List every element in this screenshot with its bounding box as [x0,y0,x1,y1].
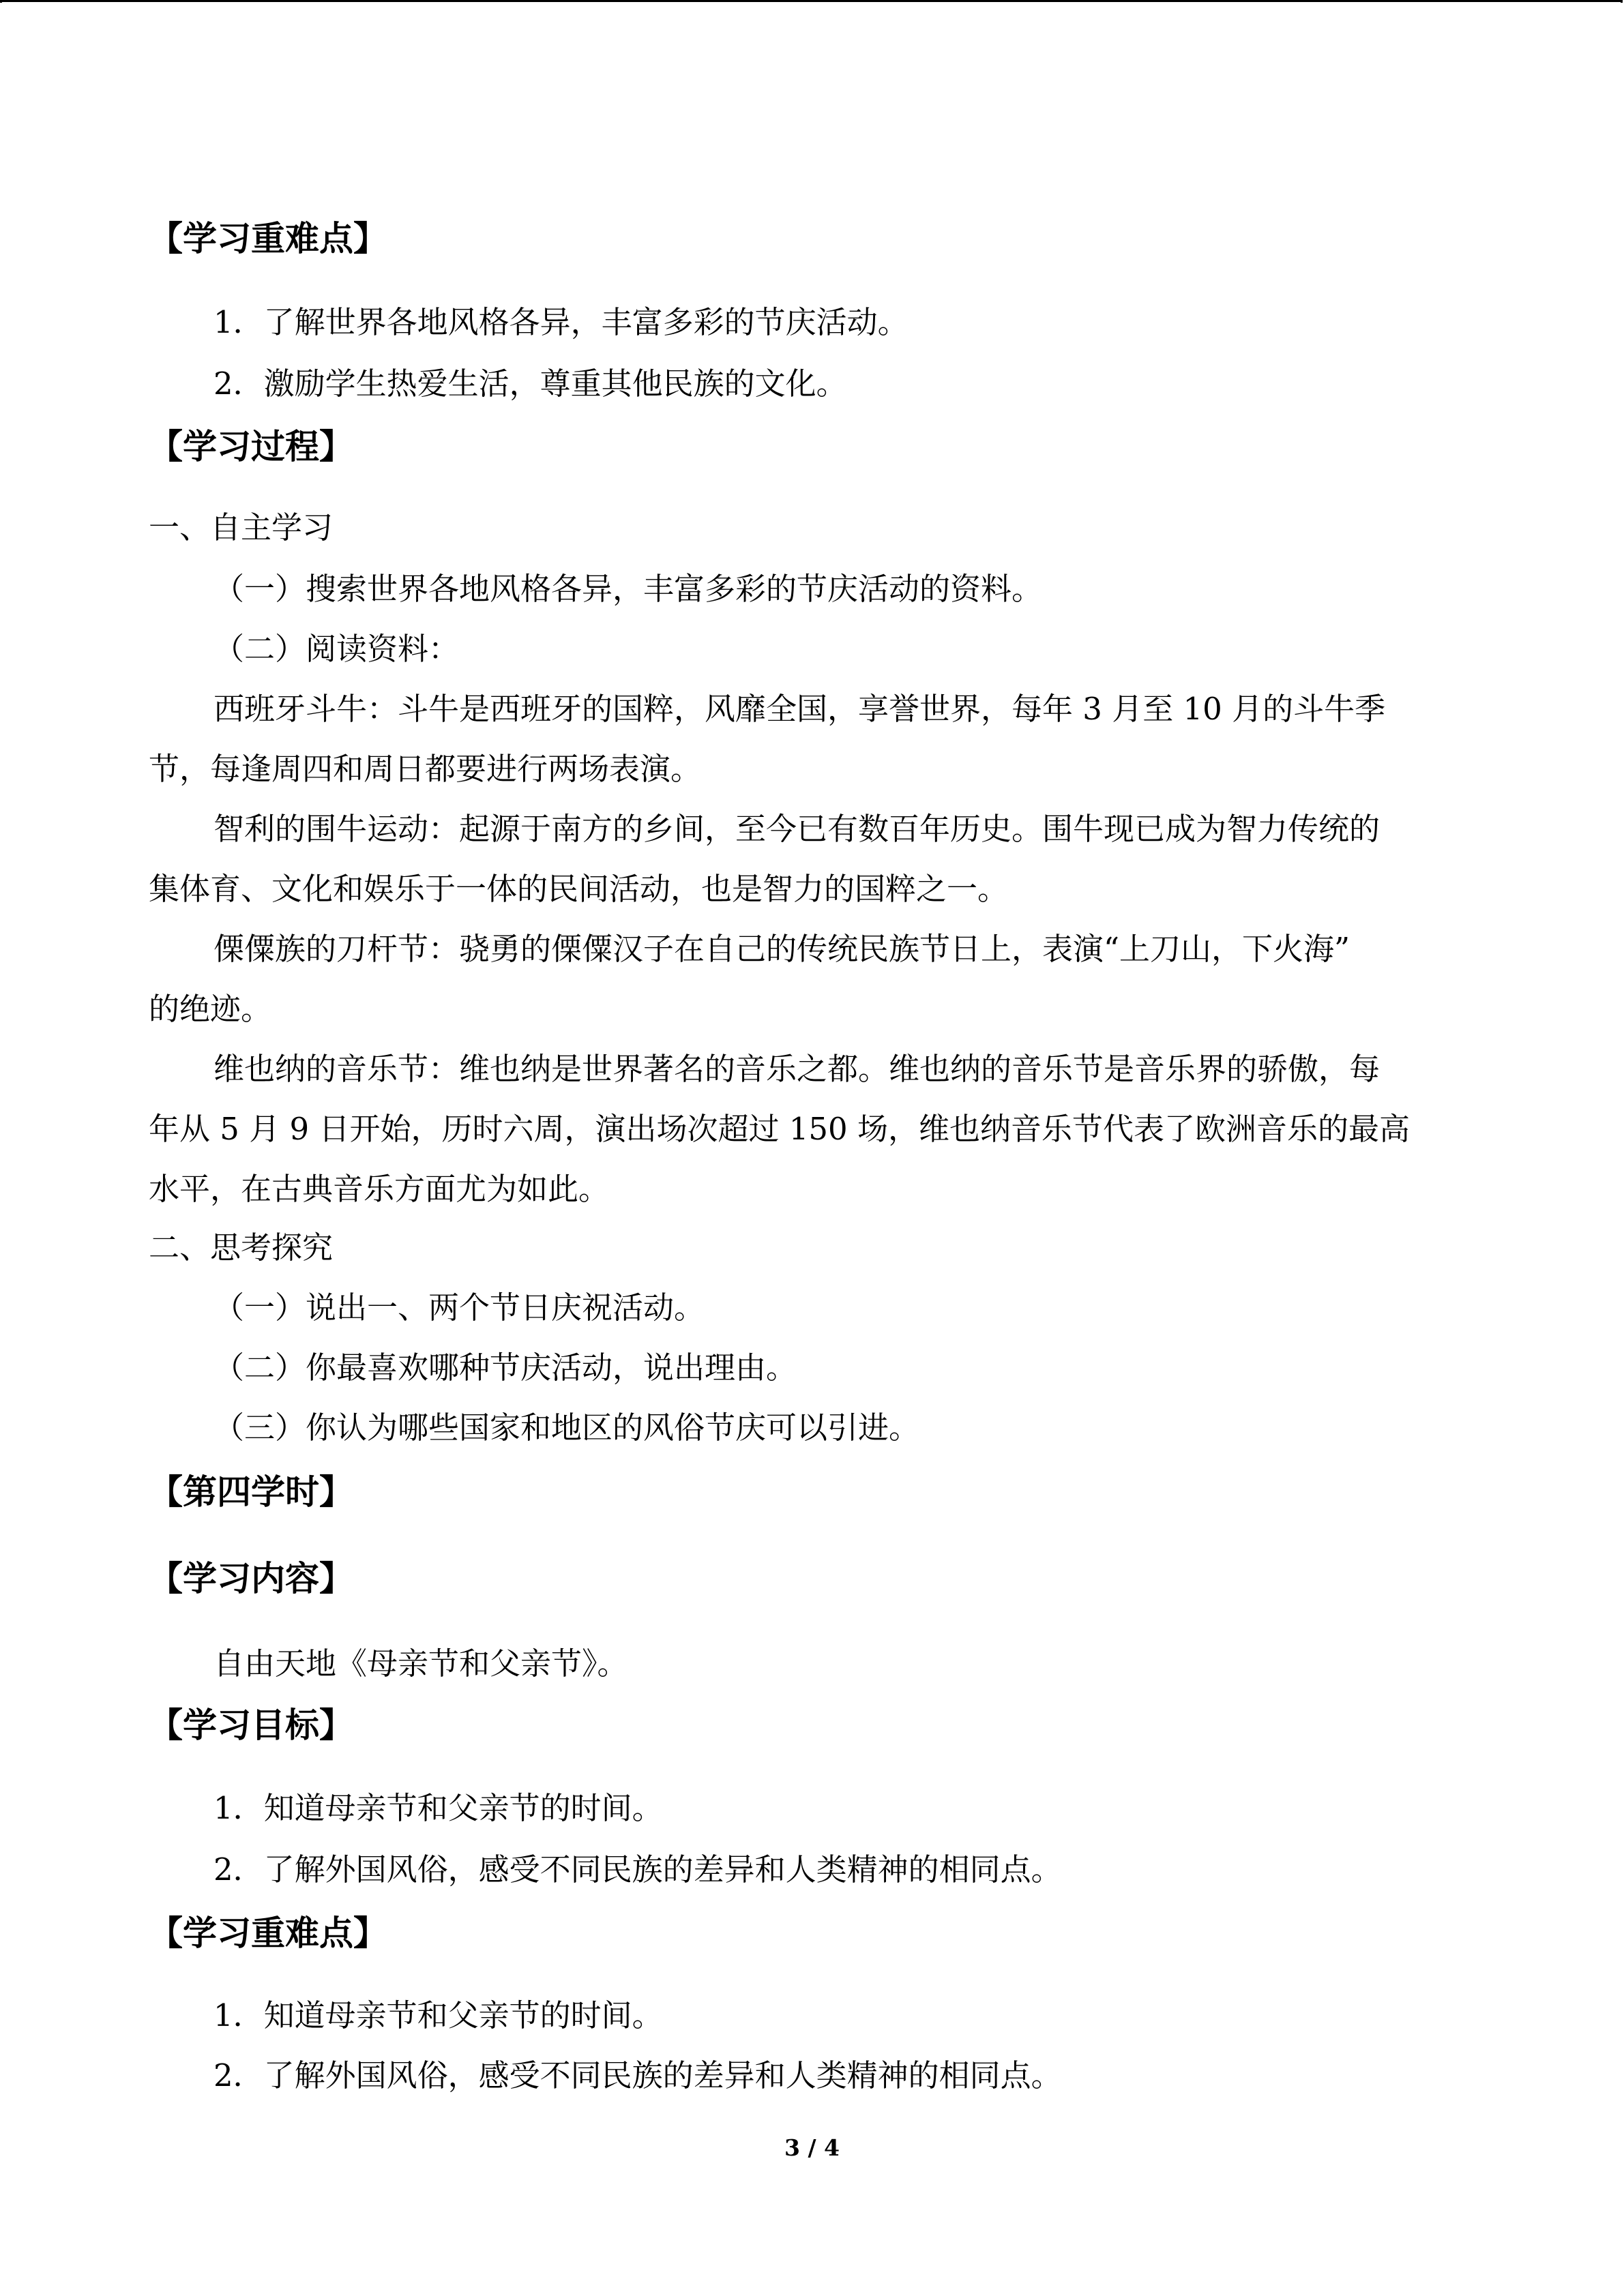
heading-learning-goals: 【学习目标】 [149,1705,353,1745]
paragraph-line: 水平，在古典音乐方面尤为如此。 [149,1171,610,1207]
list-item: （一）搜索世界各地风格各异，丰富多彩的节庆活动的资料。 [213,571,1043,607]
list-item: 1．知道母亲节和父亲节的时间。 [213,1997,663,2033]
paragraph-line: 年从 5 月 9 日开始，历时六周，演出场次超过 150 场，维也纳音乐节代表了欧洲音乐的最高 [149,1111,1410,1147]
heading-learning-process: 【学习过程】 [149,427,353,466]
heading-fourth-period: 【第四学时】 [149,1472,353,1512]
list-item: （二）你最喜欢哪种节庆活动，说出理由。 [213,1350,797,1386]
list-item: 2．了解外国风俗，感受不同民族的差异和人类精神的相同点。 [213,2057,1062,2093]
paragraph-line: 自由天地《母亲节和父亲节》。 [213,1645,628,1682]
list-item: 1．了解世界各地风格各异，丰富多彩的节庆活动。 [213,304,909,340]
list-item: 1．知道母亲节和父亲节的时间。 [213,1790,663,1826]
paragraph-line: 集体育、文化和娱乐于一体的民间活动，也是智力的国粹之一。 [149,871,1009,907]
heading-learning-content: 【学习内容】 [149,1559,353,1598]
paragraph-line: 西班牙斗牛：斗牛是西班牙的国粹，风靡全国，享誉世界，每年 3 月至 10 月的斗牛季 [213,691,1386,727]
list-item: （二）阅读资料： [213,631,460,667]
paragraph-line: 傈僳族的刀杆节：骁勇的傈僳汉子在自己的传统民族节日上，表演“上刀山，下火海” [213,931,1350,967]
subsection-title: 一、自主学习 [149,509,334,546]
page-number: 3 / 4 [784,2134,840,2161]
list-item: （三）你认为哪些国家和地区的风俗节庆可以引进。 [213,1410,920,1446]
list-item: 2．激励学生热爱生活，尊重其他民族的文化。 [213,366,847,402]
list-item: 2．了解外国风俗，感受不同民族的差异和人类精神的相同点。 [213,1851,1062,1888]
heading-key-difficulties: 【学习重难点】 [149,1913,387,1953]
page-top-border [0,0,1623,3]
subsection-title: 二、思考探究 [149,1229,334,1266]
paragraph-line: 节，每逢周四和周日都要进行两场表演。 [149,751,702,787]
paragraph-line: 智利的围牛运动：起源于南方的乡间，至今已有数百年历史。围牛现已成为智力传统的 [213,811,1381,847]
paragraph-line: 的绝迹。 [149,991,272,1027]
paragraph-line: 维也纳的音乐节：维也纳是世界著名的音乐之都。维也纳的音乐节是音乐界的骄傲，每 [213,1051,1381,1087]
list-item: （一）说出一、两个节日庆祝活动。 [213,1289,705,1326]
heading-key-difficulties: 【学习重难点】 [149,219,387,258]
